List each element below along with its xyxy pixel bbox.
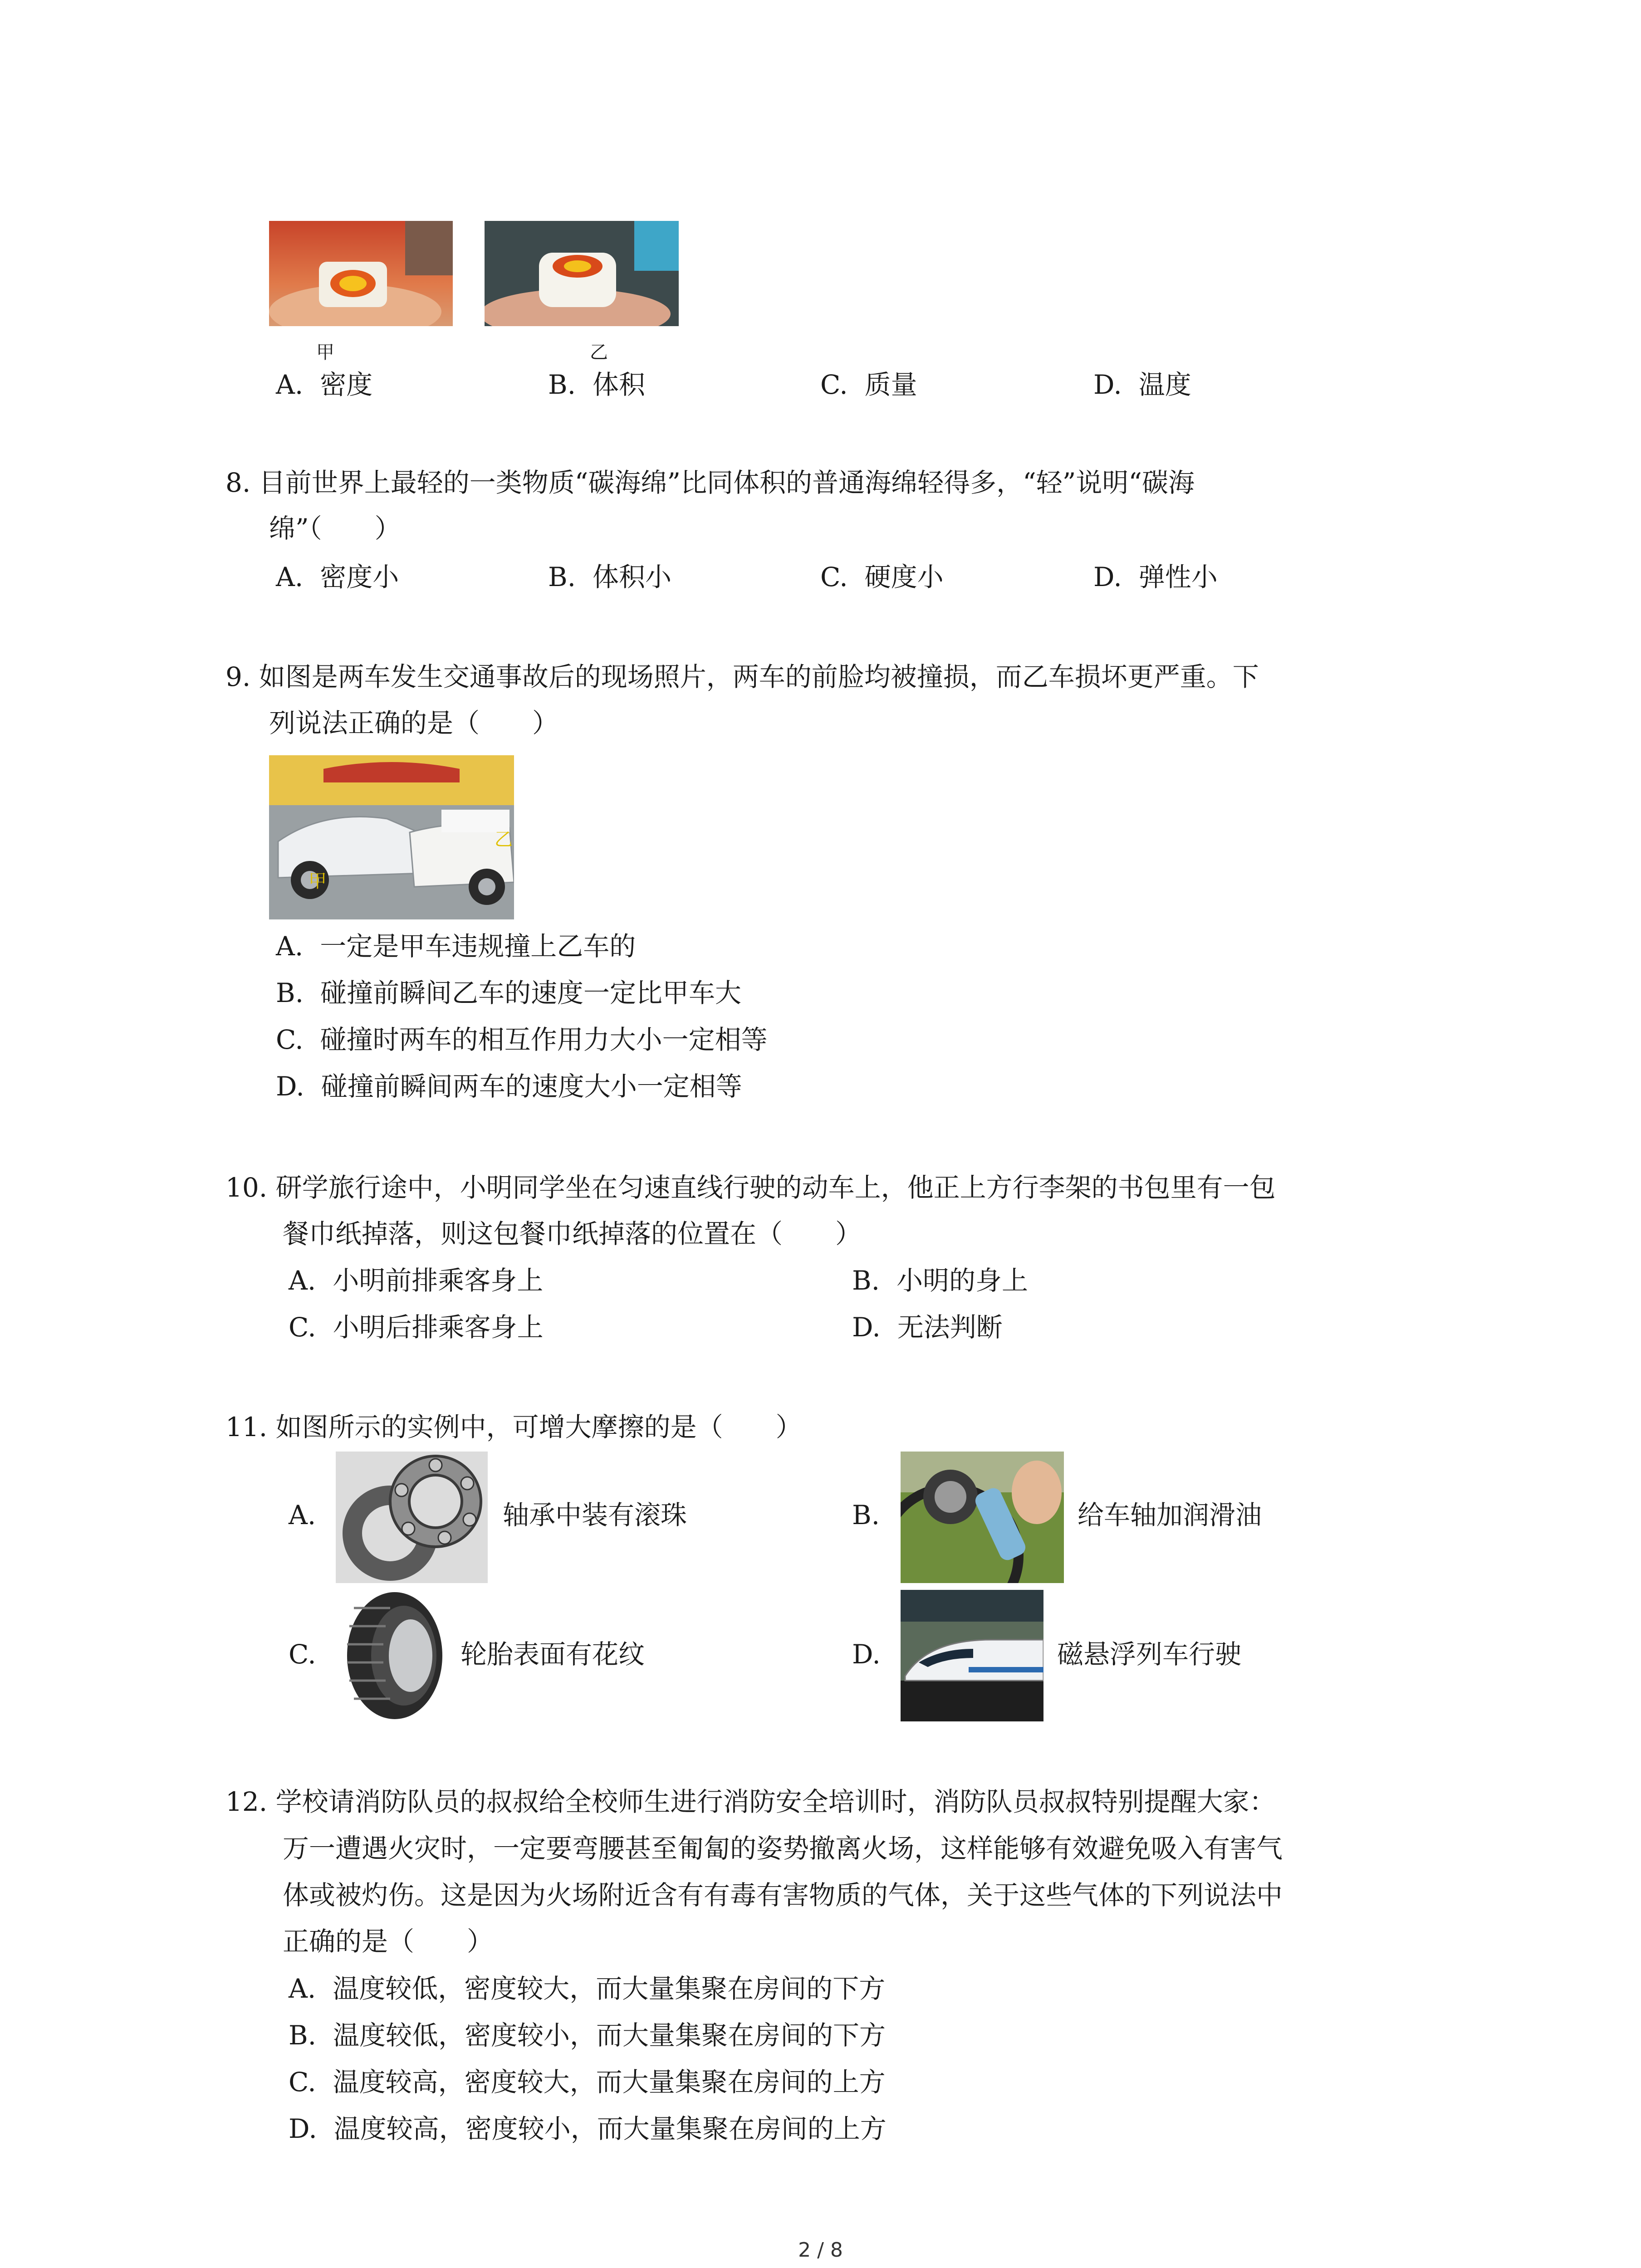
q8-option-c: C. 硬度小 — [820, 562, 944, 592]
q11-option-c-text: 轮胎表面有花纹 — [460, 1639, 645, 1670]
bicycle-lubrication-photo — [901, 1452, 1064, 1583]
figure-label-jia: 甲 — [316, 342, 334, 363]
q11-option-a-letter: A. — [289, 1500, 316, 1530]
q8-option-b: B. 体积小 — [548, 562, 671, 592]
q10-stem-line1: 10. 研学旅行途中，小明同学坐在匀速直线行驶的动车上，他正上方行李架的书包里有一包 — [225, 1172, 1276, 1203]
q11-option-b-text: 给车轴加润滑油 — [1078, 1500, 1262, 1530]
q10-option-d: D. 无法判断 — [852, 1312, 1003, 1343]
q10-option-b: B. 小明的身上 — [852, 1265, 1028, 1296]
q11-option-d-letter: D. — [852, 1639, 881, 1670]
q11-option-a-text: 轴承中装有滚珠 — [503, 1500, 687, 1530]
q12-option-a: A. 温度较低，密度较大，而大量集聚在房间的下方 — [289, 1973, 886, 2004]
figure-label-yi: 乙 — [590, 342, 608, 363]
q8-option-d: D. 弹性小 — [1093, 562, 1218, 592]
q12-option-c: C. 温度较高，密度较大，而大量集聚在房间的上方 — [289, 2067, 886, 2097]
q8-stem-line2: 绵”（ ） — [269, 513, 401, 544]
q12-stem-line3: 体或被灼伤。这是因为火场附近含有有毒有害物质的气体，关于这些气体的下列说法中 — [283, 1880, 1283, 1911]
q9-stem-line1: 9. 如图是两车发生交通事故后的现场照片，两车的前脸均被撞损，而乙车损坏更严重。下 — [225, 661, 1259, 692]
maglev-train-photo — [901, 1590, 1043, 1721]
car-accident-photo — [269, 755, 514, 919]
tire-tread-photo — [336, 1590, 447, 1721]
q10-option-a: A. 小明前排乘客身上 — [289, 1265, 544, 1296]
q9-option-d: D. 碰撞前瞬间两车的速度大小一定相等 — [276, 1071, 742, 1102]
car-label-jia: 甲 — [309, 871, 327, 892]
q7-option-d: D. 温度 — [1093, 369, 1191, 400]
q11-stem-line1: 11. 如图所示的实例中，可增大摩擦的是（ ） — [225, 1412, 802, 1442]
snack-bag-photo-jia — [269, 221, 453, 326]
q8-option-a: A. 密度小 — [276, 562, 399, 592]
q11-option-d-text: 磁悬浮列车行驶 — [1057, 1639, 1242, 1670]
q12-option-d: D. 温度较高，密度较小，而大量集聚在房间的上方 — [289, 2113, 887, 2144]
q10-option-c: C. 小明后排乘客身上 — [289, 1312, 544, 1343]
q12-option-b: B. 温度较低，密度较小，而大量集聚在房间的下方 — [289, 2020, 886, 2051]
q7-option-c: C. 质量 — [820, 369, 917, 400]
q9-option-a: A. 一定是甲车违规撞上乙车的 — [276, 931, 636, 962]
q11-option-c-letter: C. — [289, 1639, 316, 1670]
q12-stem-line2: 万一遭遇火灾时，一定要弯腰甚至匍匐的姿势撤离火场，这样能够有效避免吸入有害气 — [283, 1833, 1283, 1864]
q9-option-c: C. 碰撞时两车的相互作用力大小一定相等 — [276, 1024, 768, 1055]
q9-option-b: B. 碰撞前瞬间乙车的速度一定比甲车大 — [276, 978, 741, 1008]
q7-option-b: B. 体积 — [548, 369, 645, 400]
q7-option-a: A. 密度 — [276, 369, 373, 400]
car-label-yi: 乙 — [495, 829, 513, 850]
q10-stem-line2: 餐巾纸掉落，则这包餐巾纸掉落的位置在（ ） — [283, 1218, 862, 1249]
q8-stem-line1: 8. 目前世界上最轻的一类物质“碳海绵”比同体积的普通海绵轻得多，“轻”说明“碳海 — [225, 467, 1195, 498]
q12-stem-line4: 正确的是（ ） — [283, 1926, 494, 1957]
page-number: 2 / 8 — [798, 2239, 843, 2262]
q12-stem-line1: 12. 学校请消防队员的叔叔给全校师生进行消防安全培训时，消防队员叔叔特别提醒大家： — [225, 1786, 1276, 1817]
ball-bearing-photo — [336, 1452, 488, 1583]
snack-bag-photo-yi — [485, 221, 679, 326]
q11-option-b-letter: B. — [852, 1500, 880, 1530]
q9-stem-line2: 列说法正确的是（ ） — [269, 708, 559, 738]
